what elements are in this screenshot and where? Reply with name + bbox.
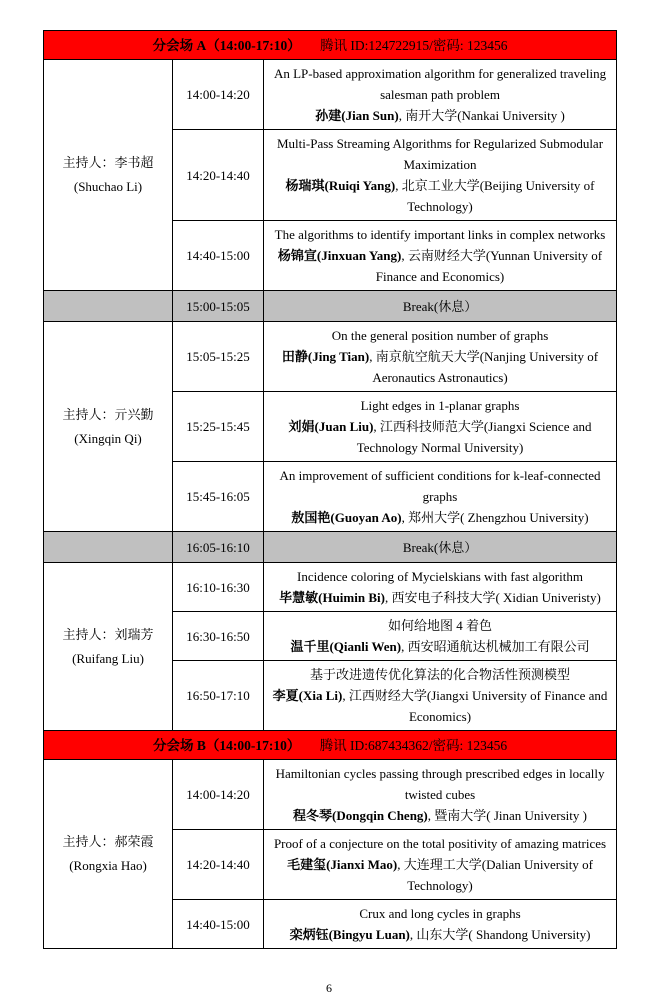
break-empty-cell [44,532,173,563]
time-cell: 15:05-15:25 [173,322,264,392]
talk-cell [264,760,617,830]
speaker-name: 杨锦宣(Jinxuan Yang) [277,248,402,263]
session-a-title: 分会场 A（14:00-17:10） [152,37,301,53]
speaker-affiliation: , 郑州大学( Zhengzhou University) [401,510,589,525]
talk-speaker [270,507,610,528]
break-time-cell: 15:00-15:05 [173,291,264,322]
talk-cell [264,612,617,661]
schedule-table [43,30,617,949]
session-a-banner [44,31,617,60]
session-b-meeting-info: 腾讯 ID:687434362/密码: 123456 [319,737,508,753]
talk-cell [264,221,617,291]
table-row [44,322,617,392]
break-label-cell: Break(休息） [264,532,617,563]
break-time-cell: 16:05-16:10 [173,532,264,563]
talk-cell [264,830,617,900]
chair-name-cn: 主持人：李书超 [62,155,154,170]
time-cell: 15:45-16:05 [173,462,264,532]
time-cell: 14:40-15:00 [173,221,264,291]
speaker-affiliation: , 北京工业大学(Beijing University of Technology) [395,178,595,214]
talk-speaker [270,854,610,896]
session-a-banner-row [44,31,617,60]
talk-title: 如何给地图 4 着色 [388,618,493,633]
talk-title: 基于改进遗传优化算法的化合物活性预测模型 [310,667,571,682]
talk-speaker [270,175,610,217]
talk-cell [264,462,617,532]
speaker-name: 毛建玺(Jianxi Mao) [287,857,398,872]
talk-title: Light edges in 1-planar graphs [360,398,520,413]
talk-cell [264,661,617,731]
talk-cell [264,60,617,130]
speaker-affiliation: , 西安电子科技大学( Xidian Univeristy) [384,590,601,605]
speaker-name: 田静(Jing Tian) [281,349,370,364]
talk-title: Proof of a conjecture on the total positivity of amazing matrices [273,836,607,851]
speaker-name: 李夏(Xia Li) [272,688,343,703]
talk-cell [264,130,617,221]
talk-speaker [270,685,610,727]
speaker-affiliation: , 云南财经大学(Yunnan University of Finance and Economics) [375,248,603,284]
speaker-name: 刘娟(Juan Liu) [288,419,374,434]
talk-speaker [270,805,610,826]
chair-cell-group4 [44,760,173,949]
talk-speaker [270,105,610,126]
time-cell: 14:00-14:20 [173,760,264,830]
time-cell: 14:40-15:00 [173,900,264,949]
speaker-affiliation: , 江西财经大学(Jiangxi University of Finance and Economics) [342,688,608,724]
talk-speaker [270,245,610,287]
talk-title: The algorithms to identify important links in complex networks [274,227,606,242]
talk-speaker [270,924,610,945]
speaker-affiliation: , 大连理工大学(Dalian University of Technology) [397,857,593,893]
talk-speaker [270,346,610,388]
table-row [44,563,617,612]
talk-cell [264,392,617,462]
speaker-name: 程冬琴(Dongqin Cheng) [293,808,428,823]
talk-speaker [270,416,610,458]
speaker-affiliation: , 江西科技师范大学(Jiangxi Science and Technology Normal University) [356,419,592,455]
break-label-cell: Break(休息） [264,291,617,322]
talk-title: Crux and long cycles in graphs [359,906,521,921]
talk-cell [264,322,617,392]
table-row [44,760,617,830]
chair-name-cn: 主持人：刘瑞芳 [62,626,154,642]
talk-cell [264,900,617,949]
chair-name-en: (Xingqin Qi) [74,430,142,446]
chair-name-en: (Rongxia Hao) [69,858,147,873]
talk-title: An improvement of sufficient conditions for k-leaf-connected graphs [279,468,601,504]
time-cell: 14:20-14:40 [173,830,264,900]
table-row [44,60,617,130]
speaker-name: 孙建(Jian Sun) [315,108,399,123]
speaker-affiliation: , 暨南大学( Jinan University ) [427,808,587,823]
talk-speaker [270,587,610,608]
speaker-affiliation: , 山东大学( Shandong University) [409,927,591,942]
time-cell: 16:10-16:30 [173,563,264,612]
talk-title: Multi-Pass Streaming Algorithms for Regularized Submodular Maximization [276,136,604,172]
break-empty-cell [44,291,173,322]
break-row [44,291,617,322]
speaker-affiliation: , 南京航空航天大学(Nanjing University of Aeronautics Astronautics) [369,349,599,385]
time-cell: 16:30-16:50 [173,612,264,661]
chair-name-en: (Ruifang Liu) [72,650,144,666]
time-cell: 15:25-15:45 [173,392,264,462]
session-b-title: 分会场 B（14:00-17:10） [152,737,301,753]
speaker-name: 温千里(Qianli Wen) [290,639,402,654]
chair-name-en: (Shuchao Li) [73,179,143,194]
talk-speaker [270,636,610,657]
speaker-name: 栾炳钰(Bingyu Luan) [289,927,410,942]
talk-title: An LP-based approximation algorithm for generalized traveling salesman path problem [273,66,607,102]
speaker-name: 毕慧敏(Huimin Bi) [279,590,385,605]
session-a-meeting-info: 腾讯 ID:124722915/密码: 123456 [319,37,508,53]
talk-title: Incidence coloring of Mycielskians with fast algorithm [297,569,583,584]
speaker-name: 敖国艳(Guoyan Ao) [291,510,402,525]
chair-cell-group1 [44,60,173,291]
time-cell: 14:20-14:40 [173,130,264,221]
chair-name-cn: 主持人：亓兴勤 [62,406,154,422]
speaker-affiliation: , 西安昭通航达机械加工有限公司 [401,639,590,654]
chair-cell-group2 [44,322,173,532]
session-b-banner-row [44,731,617,760]
speaker-name: 杨瑞琪(Ruiqi Yang) [285,178,396,193]
time-cell: 14:00-14:20 [173,60,264,130]
chair-cell-group3 [44,563,173,731]
speaker-affiliation: , 南开大学(Nankai University ) [398,108,565,123]
talk-title: On the general position number of graphs [331,328,549,343]
page-number: 6 [326,981,332,995]
chair-name-cn: 主持人：郝荣霞 [62,834,154,849]
time-cell: 16:50-17:10 [173,661,264,731]
break-row [44,532,617,563]
talk-cell [264,563,617,612]
talk-title: Hamiltonian cycles passing through prescribed edges in locally twisted cubes [275,766,605,802]
session-b-banner [44,731,617,760]
